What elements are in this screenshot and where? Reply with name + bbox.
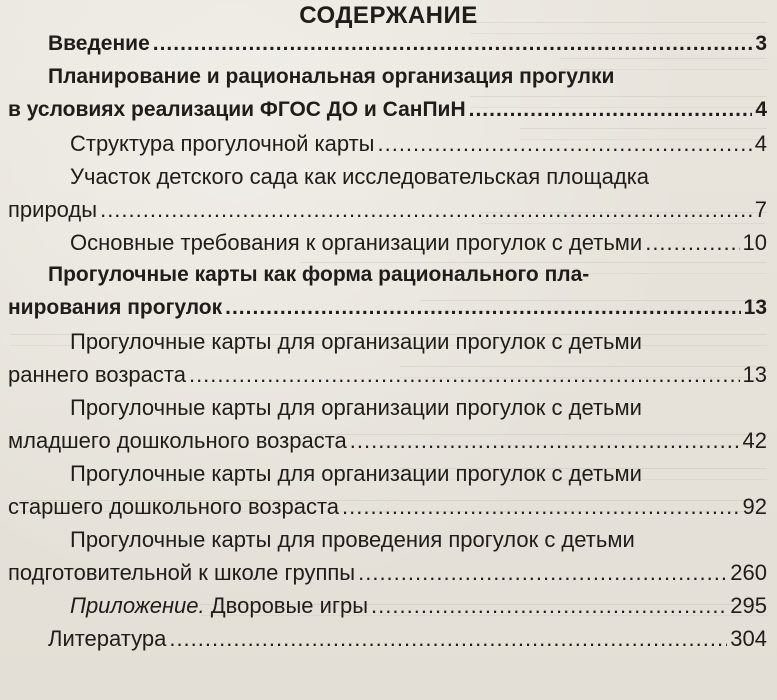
toc-entry-page: 13: [742, 362, 767, 387]
toc-entry-page: 4: [754, 131, 767, 156]
dot-leader: [169, 626, 727, 652]
toc-entry-label: Основные требования к организации прогулок с детьми: [70, 230, 643, 255]
toc-entry-introduction[interactable]: [8, 32, 767, 65]
toc-entry-label: Планирование и рациональная организация прогулки: [48, 65, 615, 88]
toc-entry-page: 10: [742, 230, 767, 255]
dot-leader: [342, 494, 739, 520]
toc-entry-label: Литература: [48, 626, 167, 651]
dot-leader: [225, 296, 741, 320]
toc-entry-bibliography[interactable]: [8, 626, 767, 659]
toc-entry-label: раннего возраста: [8, 362, 186, 387]
toc-entry-label: старшего дошкольного возраста: [8, 494, 340, 519]
toc-entry-appendix[interactable]: [8, 593, 767, 626]
appendix-label-italic: Приложение.: [70, 593, 205, 618]
toc-entry-junior-line2[interactable]: [8, 428, 767, 461]
toc-entry-page: 304: [730, 626, 767, 651]
dot-leader: [469, 98, 753, 122]
dot-leader: [358, 560, 727, 586]
toc-entry-page: 4: [755, 98, 767, 121]
toc-entry-junior-line1[interactable]: [8, 395, 767, 428]
toc-entry-label: [70, 593, 368, 619]
toc-entry-label: Структура прогулочной карты: [70, 131, 375, 156]
toc-entry-label: Введение: [48, 32, 150, 55]
toc-entry-preparatory-line1[interactable]: [8, 527, 767, 560]
toc-entry-site-line2[interactable]: [8, 197, 767, 230]
toc-entry-page: 42: [742, 428, 767, 453]
dot-leader: [371, 593, 727, 619]
page-title: СОДЕРЖАНИЕ: [299, 2, 478, 29]
toc-entry-page: 92: [742, 494, 767, 519]
toc-entry-label: Участок детского сада как исследовательская площадка: [70, 164, 650, 189]
toc-entry-senior-line1[interactable]: [8, 461, 767, 494]
toc-entry-planning-line2[interactable]: [8, 98, 767, 131]
toc-entry-label: нирования прогулок: [8, 296, 223, 319]
toc-entry-senior-line2[interactable]: [8, 494, 767, 527]
toc-entry-preparatory-line2[interactable]: [8, 560, 767, 593]
toc-entry-label: в условиях реализации ФГОС ДО и СанПиН: [8, 98, 466, 121]
toc-entry-page: 13: [743, 296, 767, 319]
toc-entry-label: Прогулочные карты для организации прогулок с детьми: [70, 395, 642, 420]
dot-leader: [189, 362, 740, 388]
toc-entry-walk-cards-line2[interactable]: [8, 296, 767, 329]
toc-entry-label: подготовительной к школе группы: [8, 560, 356, 585]
toc-entry-page: 260: [730, 560, 767, 585]
dot-leader: [645, 230, 739, 256]
toc-entry-label: природы: [8, 197, 98, 222]
toc-entry-page: 295: [730, 593, 767, 618]
toc-entry-label: младшего дошкольного возраста: [8, 428, 347, 453]
toc-entry-early-age-line2[interactable]: [8, 362, 767, 395]
dot-leader: [153, 32, 753, 56]
toc-entry-label: Прогулочные карты как форма рационального пла-: [48, 263, 590, 286]
dot-leader: [100, 197, 752, 223]
toc-entry-page: 3: [755, 32, 767, 55]
table-of-contents: [8, 32, 767, 659]
dot-leader: [377, 131, 751, 157]
dot-leader: [350, 428, 740, 454]
toc-entry-label: Прогулочные карты для организации прогулок с детьми: [70, 461, 642, 486]
toc-entry-early-age-line1[interactable]: [8, 329, 767, 362]
toc-entry-label: Прогулочные карты для организации прогулок с детьми: [70, 329, 642, 354]
toc-entry-site-line1[interactable]: [8, 164, 767, 197]
toc-entry-label: Прогулочные карты для проведения прогулок с детьми: [70, 527, 635, 552]
toc-entry-walk-cards-line1[interactable]: [8, 263, 767, 296]
toc-entry-requirements[interactable]: [8, 230, 767, 263]
toc-entry-structure[interactable]: [8, 131, 767, 164]
toc-entry-planning-line1[interactable]: [8, 65, 767, 98]
toc-entry-page: 7: [754, 197, 767, 222]
appendix-label-rest: Дворовые игры: [210, 593, 369, 618]
